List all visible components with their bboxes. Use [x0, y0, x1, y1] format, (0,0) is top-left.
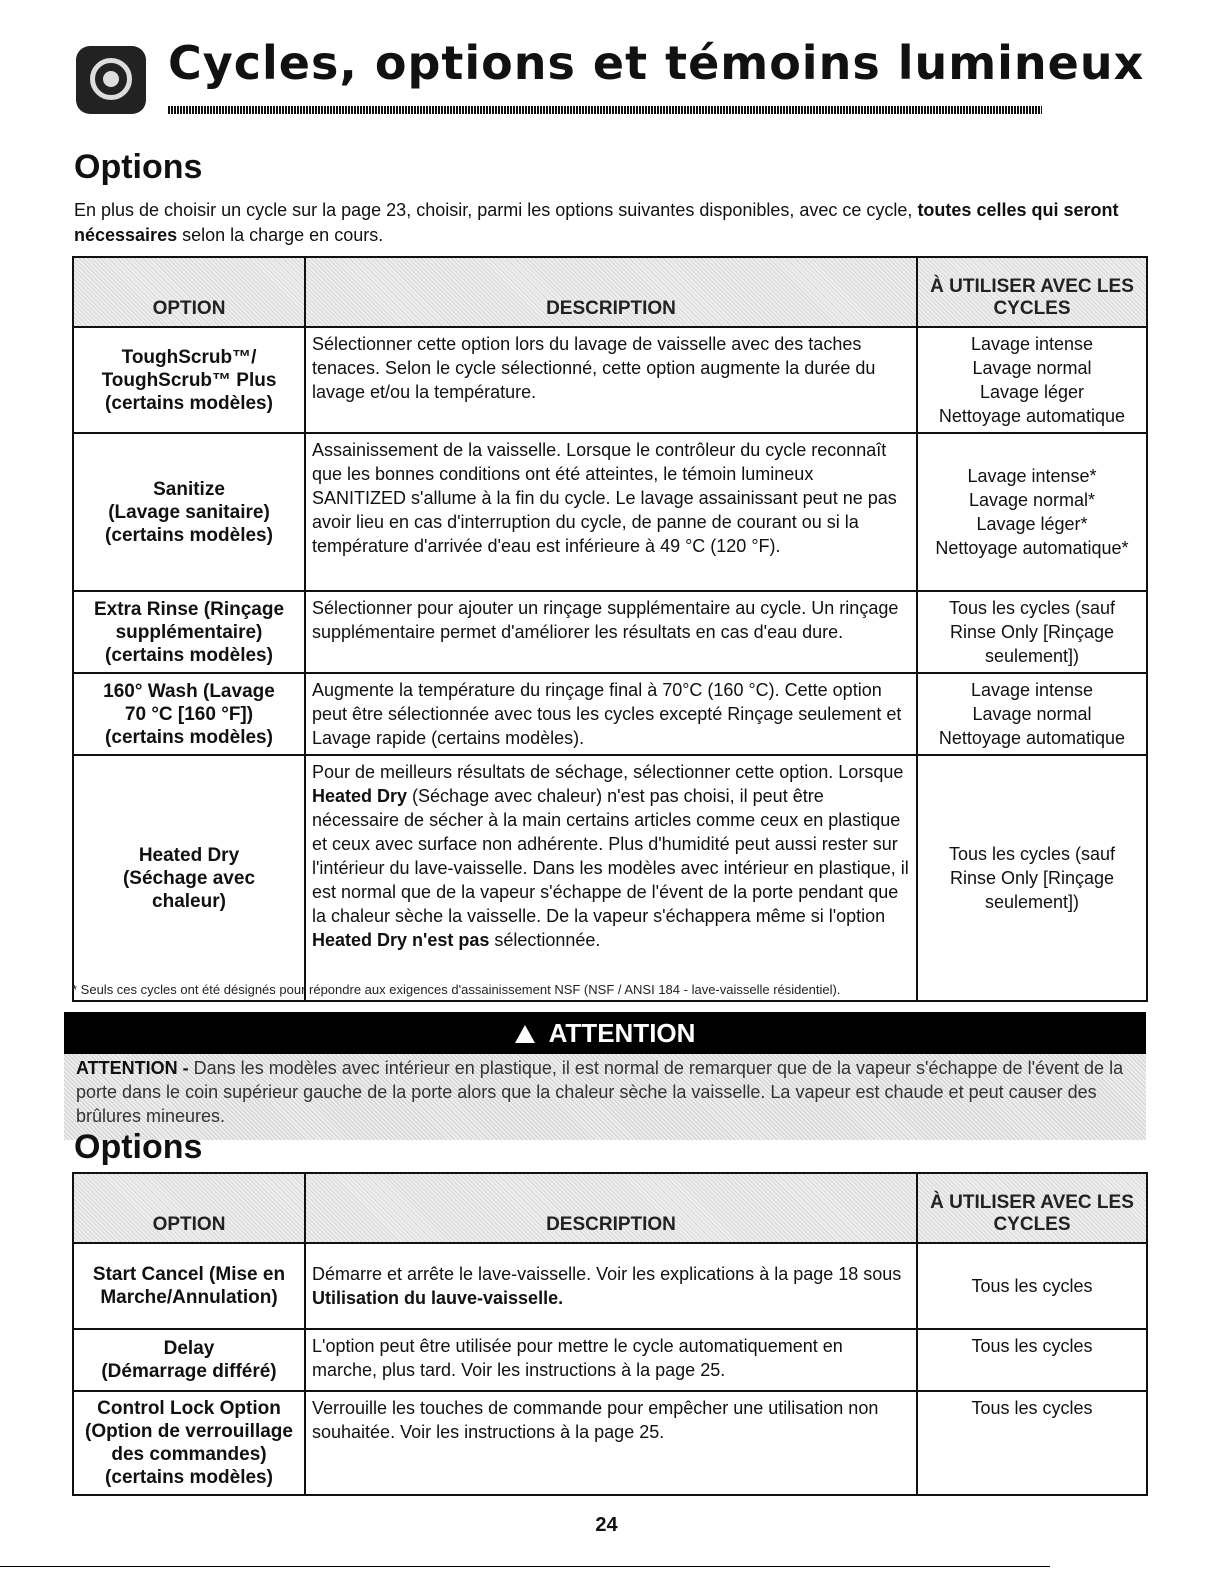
table-row: [73, 673, 1147, 755]
page-title: Cycles, options et témoins lumineux: [168, 36, 1145, 90]
column-header-description: DESCRIPTION: [305, 1173, 917, 1243]
options-table-1: [72, 256, 1148, 1002]
option-description: Pour de meilleurs résultats de séchage, sélectionner cette option. Lorsque Heated Dry (Séchage avec chaleur) n'est pas choisi, il peut être nécessaire de sécher à la main certains articles comme ceux en plastique et ceux avec surface non adhérente. Plus d'humidité peut aussi rester sur l'intérieur du lave-vaisselle. Dans les modèles avec intérieur en plastique, il est normal que de la vapeur s'échappe de l'évent de la porte pendant que la chaleur sèche la vaisselle. De la vapeur s'échappera même si l'option Heated Dry n'est pas sélectionnée.: [305, 755, 917, 1001]
option-name: Sanitize (Lavage sanitaire) (certains modèles): [73, 433, 305, 591]
option-cycles: Tous les cycles: [917, 1243, 1147, 1329]
table-row: [73, 1329, 1147, 1391]
option-cycles: Lavage intense Lavage normal Lavage léger Nettoyage automatique: [917, 327, 1147, 433]
title-underline: [168, 106, 1042, 114]
option-description: Démarre et arrête le lave-vaisselle. Voir les explications à la page 18 sous Utilisation du lauve-vaisselle.: [305, 1243, 917, 1329]
column-header-option: OPTION: [73, 257, 305, 327]
option-name: Extra Rinse (Rinçage supplémentaire) (certains modèles): [73, 591, 305, 673]
column-header-description: DESCRIPTION: [305, 257, 917, 327]
option-name: Control Lock Option (Option de verrouillage des commandes) (certains modèles): [73, 1391, 305, 1495]
table-row: [73, 755, 1147, 1001]
option-name: Heated Dry (Séchage avec chaleur): [73, 755, 305, 1001]
table-header-row: [73, 1173, 1147, 1243]
option-description: Verrouille les touches de commande pour empêcher une utilisation non souhaitée. Voir les instructions à la page 25.: [305, 1391, 917, 1495]
option-name: 160° Wash (Lavage 70 °C [160 °F]) (certains modèles): [73, 673, 305, 755]
option-cycles: Tous les cycles (sauf Rinse Only [Rinçage seulement]): [917, 755, 1147, 1001]
table-row: [73, 591, 1147, 673]
column-header-cycles: À UTILISER AVEC LES CYCLES: [917, 1173, 1147, 1243]
table-row: [73, 433, 1147, 591]
column-header-cycles: À UTILISER AVEC LES CYCLES: [917, 257, 1147, 327]
option-description: Sélectionner cette option lors du lavage de vaisselle avec des taches tenaces. Selon le cycle sélectionné, cette option augmente la durée du lavage et/ou la température.: [305, 327, 917, 433]
dishwasher-logo-icon: [76, 46, 146, 114]
section-heading-options-2: Options: [74, 1128, 203, 1166]
option-cycles: Lavage intense* Lavage normal* Lavage léger* Nettoyage automatique*: [917, 433, 1147, 591]
column-header-option: OPTION: [73, 1173, 305, 1243]
option-name: Start Cancel (Mise en Marche/Annulation): [73, 1243, 305, 1329]
table-row: [73, 327, 1147, 433]
attention-text: ATTENTION - Dans les modèles avec intérieur en plastique, il est normal de remarquer que de la vapeur s'échappe de l'évent de la porte dans le coin supérieur gauche de la porte alors que la chaleur sèche la vaisselle. La vapeur est chaude et peut causer des brûlures mineures.: [64, 1054, 1146, 1140]
option-description: L'option peut être utilisée pour mettre le cycle automatiquement en marche, plus tard. Voir les instructions à la page 25.: [305, 1329, 917, 1391]
page-header: [76, 36, 1145, 116]
option-description: Sélectionner pour ajouter un rinçage supplémentaire au cycle. Un rinçage supplémentaire permet d'améliorer les résultats en cas d'eau dure.: [305, 591, 917, 673]
option-name: Delay (Démarrage différé): [73, 1329, 305, 1391]
option-description: Augmente la température du rinçage final à 70°C (160 °C). Cette option peut être sélectionnée avec tous les cycles excepté Rinçage seulement et Lavage rapide (certains modèles).: [305, 673, 917, 755]
option-name: ToughScrub™/ ToughScrub™ Plus (certains modèles): [73, 327, 305, 433]
page-number: 24: [595, 1514, 618, 1536]
option-cycles: Tous les cycles: [917, 1329, 1147, 1391]
option-cycles: Tous les cycles (sauf Rinse Only [Rinçage seulement]): [917, 591, 1147, 673]
option-cycles: Tous les cycles: [917, 1391, 1147, 1495]
footnote: * Seuls ces cycles ont été désignés pour répondre aux exigences d'assainissement NSF (NSF / ANSI 184 - lave-vaisselle résidentiel).: [72, 982, 841, 997]
option-description: Assainissement de la vaisselle. Lorsque le contrôleur du cycle reconnaît que les bonnes conditions ont été atteintes, le témoin lumineux SANITIZED s'allume à la fin du cycle. Le lavage assainissant peut ne pas avoir lieu en cas d'interruption du cycle, de panne de courant ou si la température d'arrivée d'eau est inférieure à 49 °C (120 °F).: [305, 433, 917, 591]
warning-icon: [515, 1025, 535, 1043]
table-header-row: [73, 257, 1147, 327]
option-cycles: Lavage intense Lavage normal Nettoyage automatique: [917, 673, 1147, 755]
table-row: [73, 1243, 1147, 1329]
bottom-rule: [0, 1566, 1050, 1567]
table-row: [73, 1391, 1147, 1495]
options-table-2: [72, 1172, 1148, 1496]
section-heading-options-1: Options: [74, 148, 203, 186]
intro-paragraph: En plus de choisir un cycle sur la page 23, choisir, parmi les options suivantes disponibles, avec ce cycle, toutes celles qui seront nécessaires selon la charge en cours.: [74, 200, 1119, 245]
attention-banner: ATTENTION: [64, 1012, 1146, 1054]
